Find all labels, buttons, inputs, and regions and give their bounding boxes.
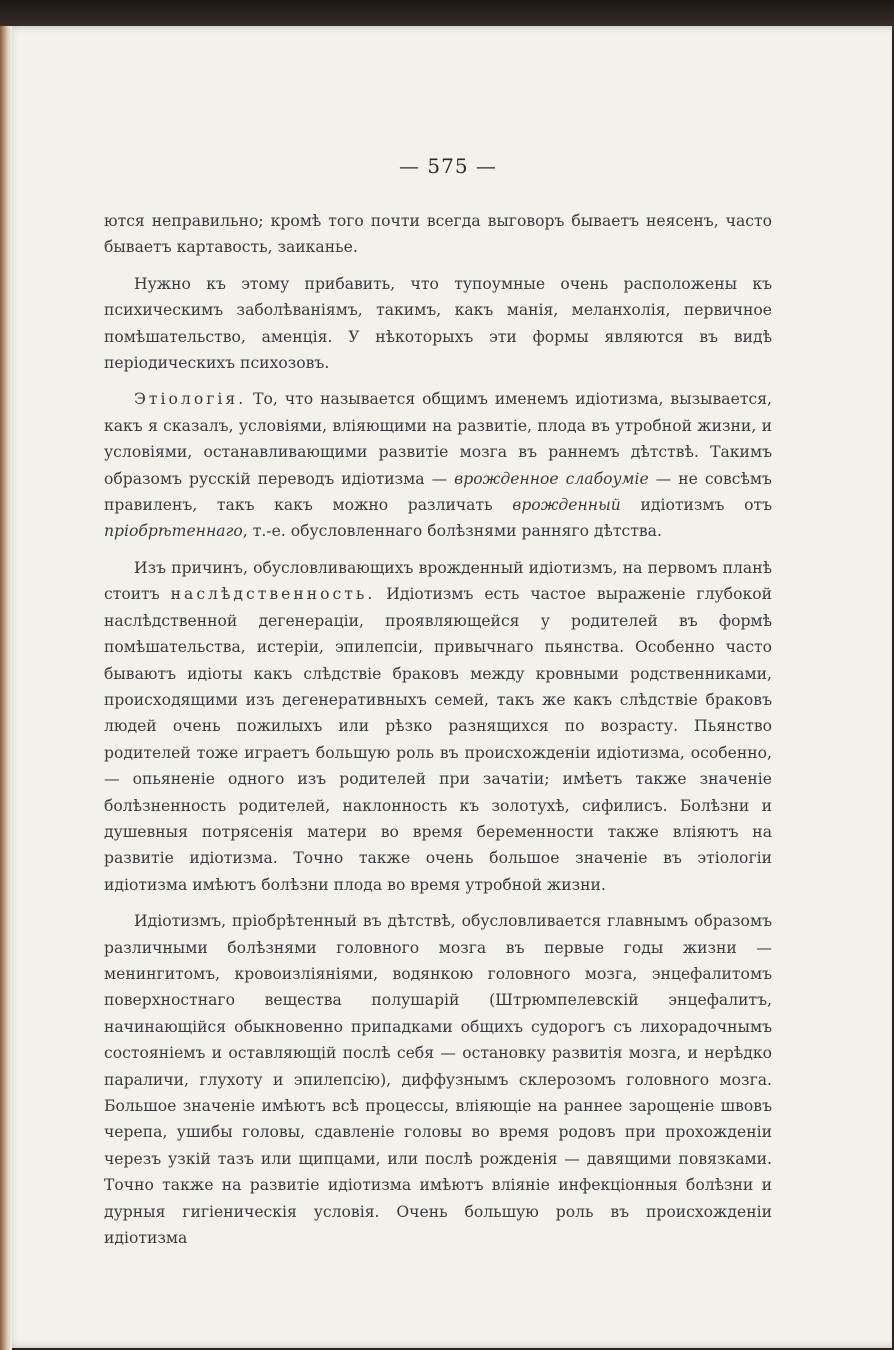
paragraph [104, 271, 772, 377]
spaced-term: наслѣдственность. [170, 585, 376, 604]
page-binding-edge [0, 26, 12, 1350]
book-page [4, 26, 892, 1348]
paragraph [104, 555, 772, 898]
text-run: идіотизмъ отъ [620, 496, 773, 515]
paragraph [104, 386, 772, 544]
italic-term: пріобрѣтеннаго [104, 522, 243, 541]
text-run: Нужно къ этому прибавить, что тупоумные очень расположены къ психическимъ заболѣваніямъ, такимъ, какъ манія, меланхолія, первичное помѣшательство, аменція. У нѣкоторыхъ эти формы являются въ видѣ періодическихъ психозовъ. [104, 274, 772, 373]
paragraph [104, 208, 772, 261]
italic-term: врожденное слабоуміе [454, 469, 649, 488]
text-run: , т.-е. обусловленнаго болѣзнями ранняго дѣтства. [242, 522, 662, 541]
italic-term: врожденный [512, 496, 621, 515]
body-text [104, 208, 772, 1251]
text-run: Идіотизмъ есть частое выраженіе глубокой наслѣдственной дегенераціи, проявляющейся у родителей въ формѣ помѣшательства, истеріи, эпилепсіи, привычнаго пьянства. Особенно часто бываютъ идіоты какъ слѣдствіе браковъ между кровными родственниками, происходящими изъ дегенеративныхъ семей, такъ же какъ слѣдствіе браковъ людей очень пожилыхъ или рѣзко разнящихся по возрасту. Пьянство родителей тоже играетъ большую роль въ происхожденіи идіотизма, особенно, — опьяненіе одного изъ родителей при зачатіи; имѣетъ также значеніе болѣзненность родителей, наклонность къ золотухѣ, сифилисъ. Болѣзни и душевныя потрясенія матери во время беременности также вліяютъ на развитіе идіотизма. Точно также очень большое значеніе въ этіологіи идіотизма имѣютъ болѣзни плода во время утробной жизни. [104, 585, 772, 894]
text-run: ются неправильно; кромѣ того почти всегда выговоръ бываетъ неясенъ, часто бываетъ картавость, заиканье. [104, 212, 772, 257]
paragraph [104, 908, 772, 1251]
text-run: Идіотизмъ, пріобрѣтенный въ дѣтствѣ, обусловливается главнымъ образомъ различными болѣзнями головного мозга въ первые годы жизни — менингитомъ, кровоизліяніями, водянкою головного мозга, энцефалитомъ поверхностнаго вещества полушарій (Штрюмпелевскій энцефалитъ, начинающійся обыкновенно припадками общихъ судорогъ съ лихорадочнымъ состояніемъ и оставляющій послѣ себя — остановку развитія мозга, и нерѣдко параличи, глухоту и эпилепсію), диффузнымъ склерозомъ головного мозга. Большое значеніе имѣютъ всѣ процессы, вліяющіе на раннее зарощеніе швовъ черепа, ушибы головы, сдавленіе головы во время родовъ при прохожденіи черезъ узкій тазъ или щипцами, или послѣ рожденія — давящими повязками. Точно также на развитіе идіотизма имѣютъ вліяніе инфекціонныя болѣзни и дурныя гигіеническія условія. Очень большую роль въ происхожденіи идіотизма [104, 912, 772, 1248]
text-run: То, что называется общимъ именемъ идіотизма, вызывается, какъ я сказалъ, условіями, вліяющими на развитіе, плода въ утробной жизни, и условіями, останавливающими развитіе мозга въ раннемъ дѣтствѣ. Такимъ образомъ русскій переводъ идіотизма — [104, 390, 772, 488]
text-run: Изъ причинъ, обусловливающихъ врожденный идіотизмъ, на первомъ планѣ стоитъ [104, 558, 772, 604]
page-number: — 575 — [399, 154, 497, 178]
text-run: — не совсѣмъ правиленъ, такъ какъ можно различать [104, 469, 772, 515]
spaced-term: Этіологія. [134, 390, 247, 409]
